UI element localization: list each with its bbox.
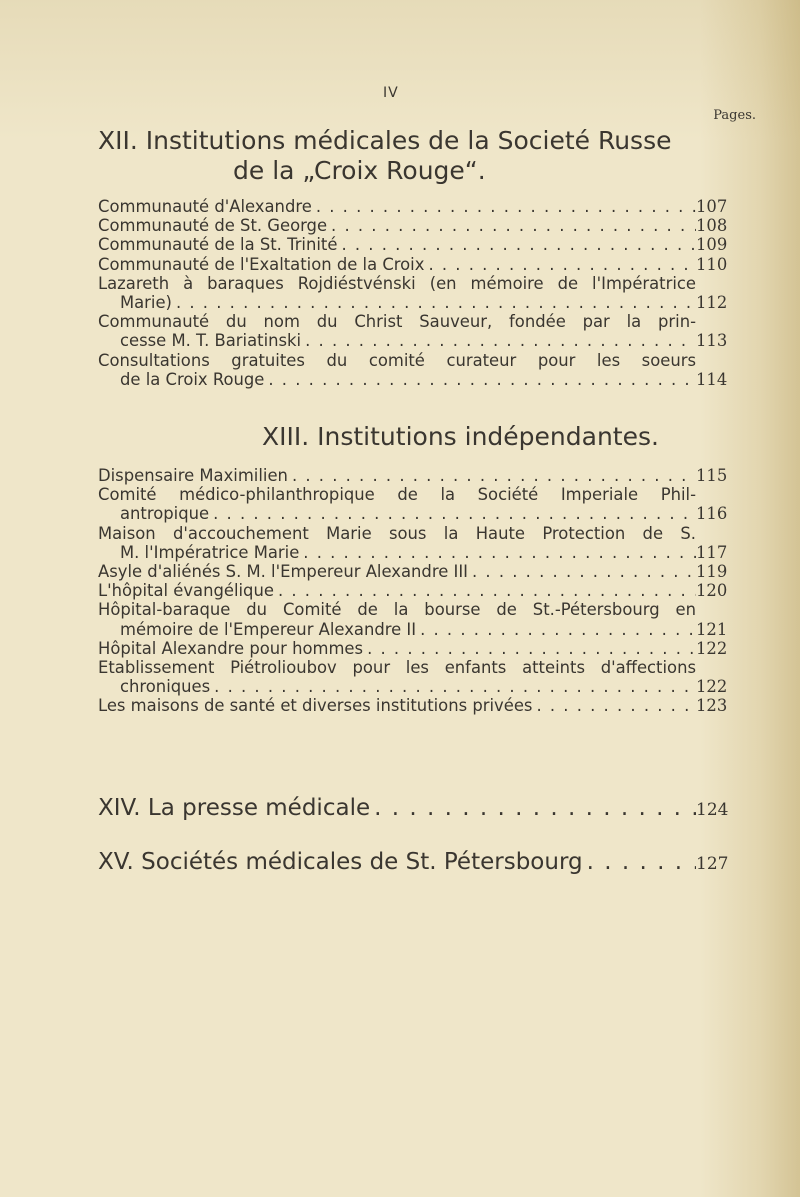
toc-major-sections [98, 794, 729, 878]
leader-dots [288, 466, 696, 485]
entry-page: 107 [696, 197, 728, 216]
entry-title-cont: mémoire de l'Empereur Alexandre II [120, 619, 417, 639]
entry-title-cont: Marie) [120, 293, 172, 313]
leader-dots [209, 504, 696, 523]
toc-entry [98, 351, 726, 389]
toc-entry [98, 581, 726, 600]
page-number: IV [383, 85, 399, 101]
toc-entry [98, 312, 726, 350]
entry-title: XV. Sociétés médicales de St. Pétersbourg [98, 849, 583, 875]
toc-section-xiii [98, 466, 726, 716]
leader-dots [370, 794, 696, 822]
entry-title: Maison d'accouchement Marie sous la Haute Protection de S. [98, 523, 696, 543]
entry-page: 127 [696, 854, 729, 874]
leader-dots [327, 216, 696, 235]
entry-title: Comité médico-philanthropique de la Société Imperiale Phil- [98, 485, 696, 505]
leader-dots [264, 370, 696, 389]
entry-title: XIV. La presse médicale [98, 795, 371, 821]
entry-page: 122 [696, 638, 728, 658]
leader-dots [299, 543, 696, 562]
toc-entry [98, 274, 726, 312]
toc-entry [98, 600, 726, 638]
toc-entry [98, 197, 726, 216]
leader-dots [363, 639, 696, 658]
entry-title: Communauté de la St. Trinité [98, 235, 338, 255]
toc-entry [98, 466, 726, 485]
entry-title: Communauté d'Alexandre [98, 197, 312, 216]
leader-dots [337, 235, 696, 254]
entry-title: Les maisons de santé et diverses institutions privées [98, 696, 533, 716]
toc-entry [98, 524, 726, 562]
leader-dots [583, 848, 696, 876]
entry-page: 123 [696, 696, 728, 716]
entry-title: Etablissement Piétrolioubov pour les enfants atteints d'affections [98, 658, 696, 678]
entry-page: 109 [696, 235, 728, 255]
section-title-xii-cont: de la „Croix Rouge“. [233, 156, 486, 185]
leader-dots [172, 293, 696, 312]
leader-dots [301, 331, 696, 350]
entry-title-cont: de la Croix Rouge [120, 369, 265, 389]
entry-title: Asyle d'aliénés S. M. l'Empereur Alexandre III [98, 562, 468, 582]
entry-title: Hôpital-baraque du Comité de la bourse de St.-Pétersbourg en [98, 600, 696, 620]
entry-page: 121 [696, 619, 728, 639]
entry-page: 119 [696, 562, 728, 582]
entry-page: 112 [696, 293, 728, 313]
leader-dots [468, 562, 696, 581]
entry-title: Communauté de St. George [98, 216, 328, 236]
entry-title: Lazareth à baraques Rojdiéstvénski (en mémoire de l'Impératrice [98, 273, 696, 293]
entry-title: Communauté du nom du Christ Sauveur, fondée par la prin- [98, 312, 696, 332]
leader-dots [274, 581, 696, 600]
entry-page: 110 [696, 254, 728, 274]
leader-dots [424, 255, 696, 274]
entry-page: 122 [696, 677, 728, 697]
leader-dots [532, 696, 696, 715]
toc-entry [98, 485, 726, 523]
entry-page: 113 [696, 331, 728, 351]
entry-page: 114 [696, 369, 728, 389]
toc-entry [98, 235, 726, 254]
leader-dots [312, 197, 696, 216]
toc-section-xii [98, 197, 726, 389]
entry-title: Hôpital Alexandre pour hommes [98, 638, 364, 658]
toc-entry [98, 658, 726, 696]
entry-page: 117 [696, 542, 728, 562]
entry-title-cont: M. l'Impératrice Marie [120, 542, 300, 562]
entry-page: 115 [696, 466, 728, 485]
entry-title-cont: antropique [120, 504, 210, 524]
leader-dots [416, 620, 696, 639]
pages-column-label: Pages. [713, 108, 756, 123]
entry-title-cont: chroniques [120, 677, 211, 697]
toc-major-entry [98, 794, 729, 824]
entry-title: Dispensaire Maximilien [98, 466, 288, 485]
toc-entry [98, 216, 726, 235]
leader-dots [210, 677, 696, 696]
entry-page: 124 [696, 800, 729, 820]
toc-entry [98, 696, 726, 715]
entry-page: 108 [696, 216, 728, 236]
toc-entry [98, 255, 726, 274]
entry-title: L'hôpital évangélique [98, 581, 274, 601]
entry-title: Consultations gratuites du comité curateur pour les soeurs [98, 350, 696, 370]
entry-title-cont: cesse M. T. Bariatinski [120, 331, 302, 351]
entry-page: 120 [696, 581, 728, 601]
entry-title: Communauté de l'Exaltation de la Croix [98, 254, 425, 274]
toc-major-entry [98, 848, 729, 878]
section-title-xii: XII. Institutions médicales de la Societé Russe [98, 126, 672, 155]
toc-entry [98, 639, 726, 658]
entry-page: 116 [696, 504, 728, 524]
section-title-xiii: XIII. Institutions indépendantes. [262, 422, 659, 451]
toc-entry [98, 562, 726, 581]
